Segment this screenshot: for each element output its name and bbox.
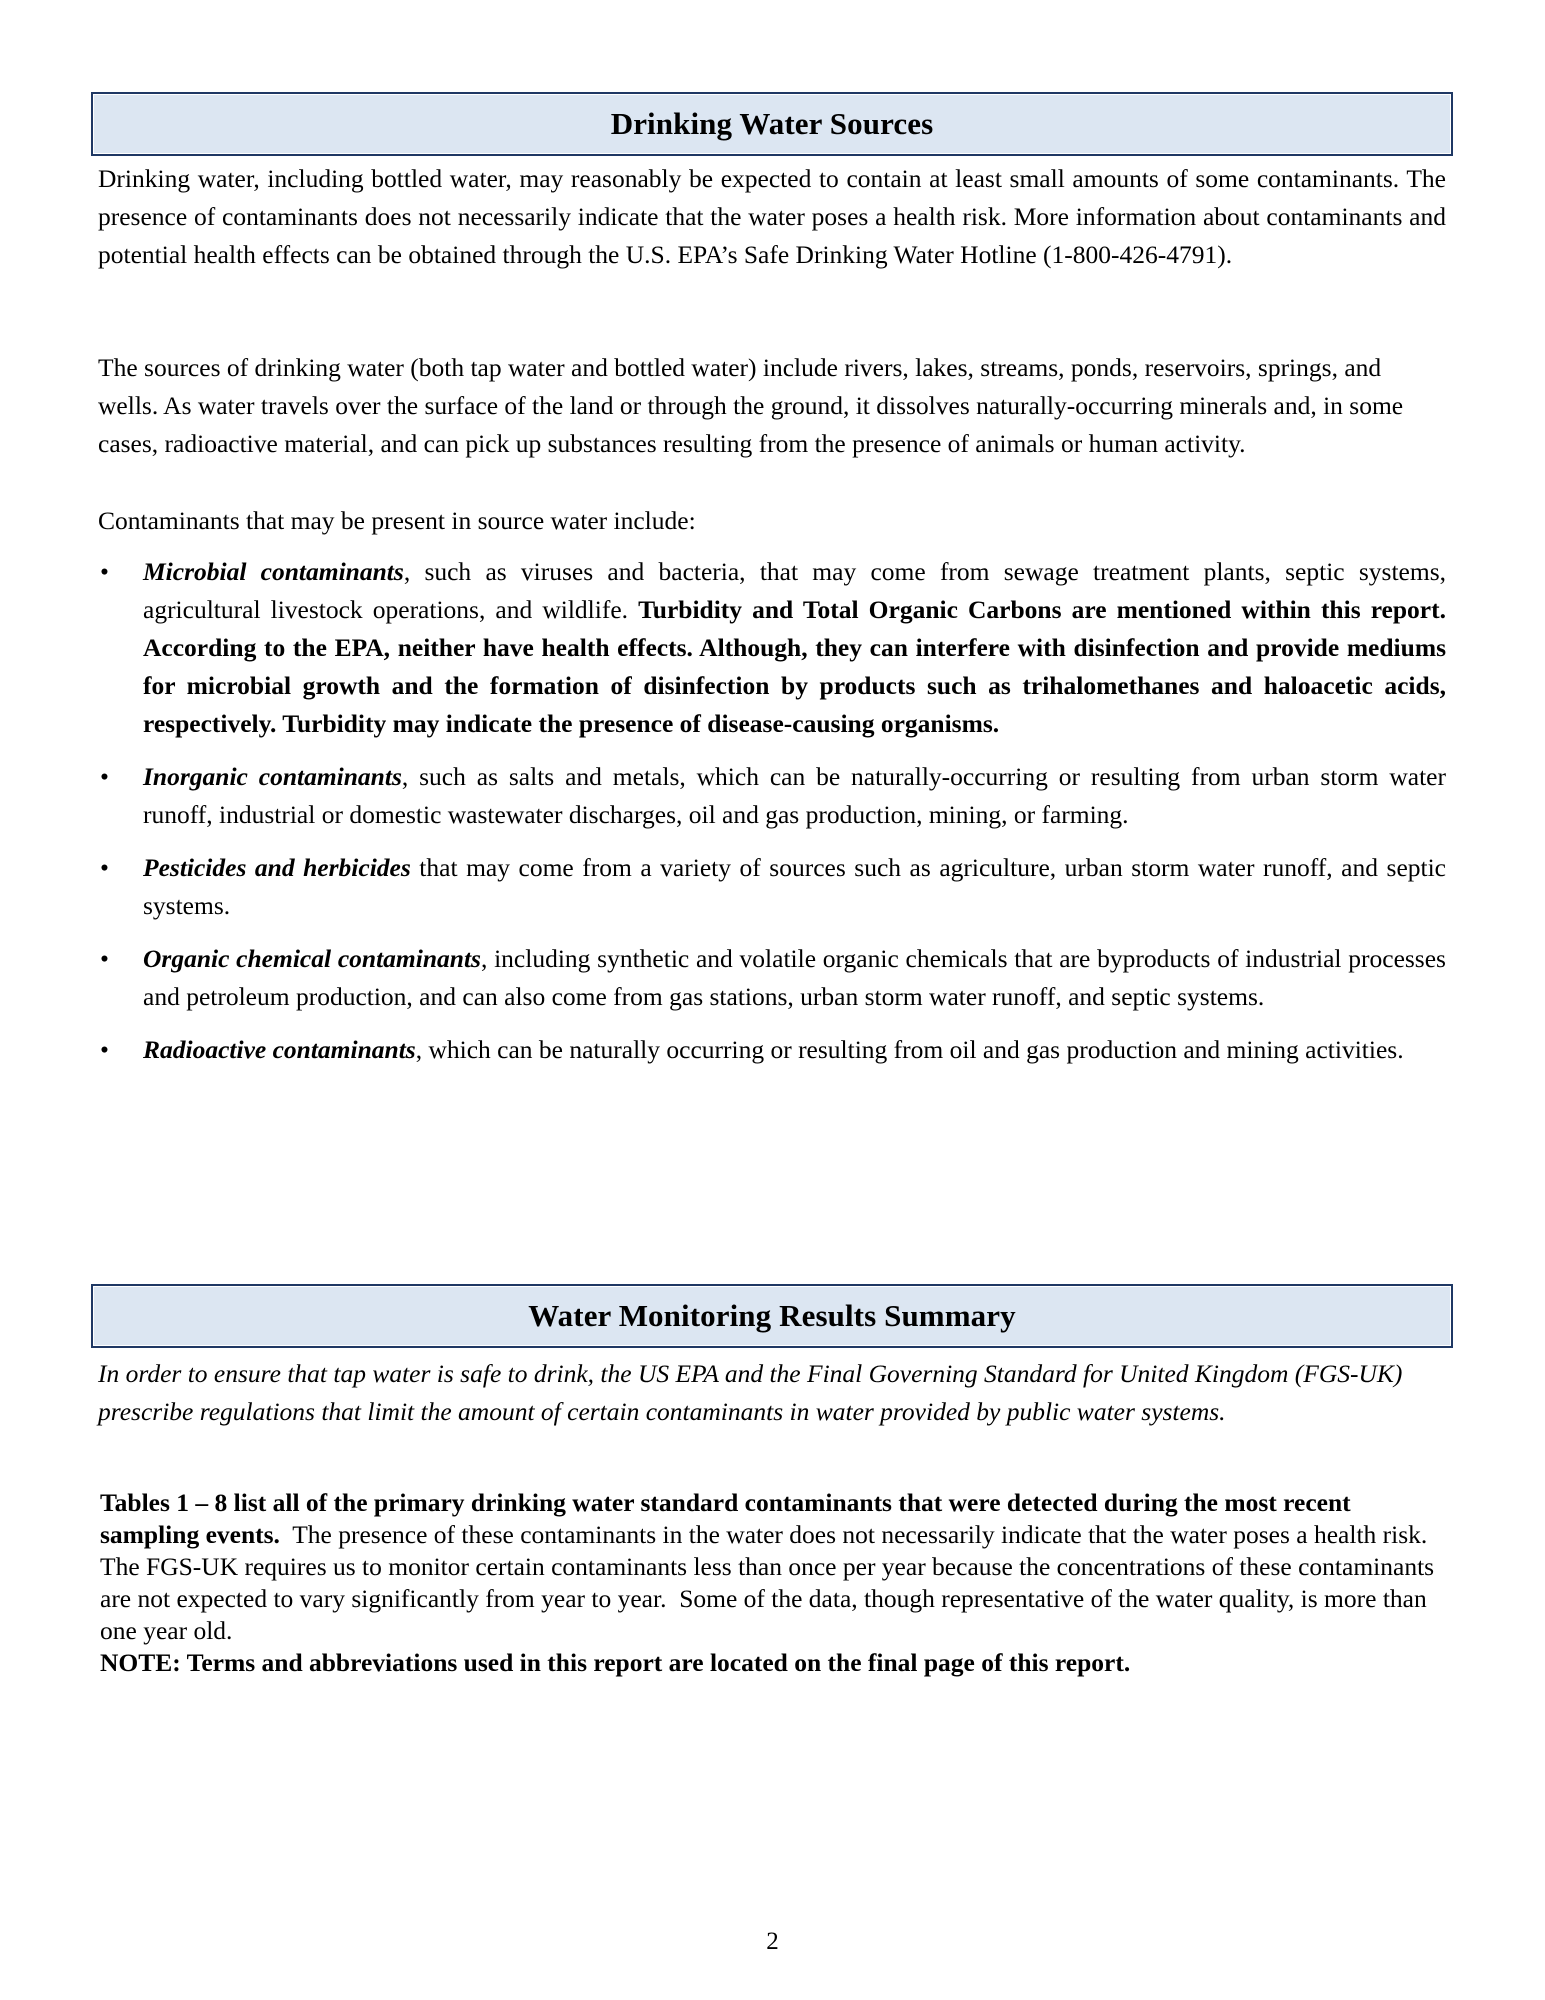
paragraph-contaminants-intro: Drinking water, including bottled water, may reasonably be expected to contain at least small amounts of some contaminants. The presence of contaminants does not necessarily indicate that the water poses a health risk. More information about contaminants and potential health effects can be obtained through the U.S. EPA’s Safe Drinking Water Hotline (1-800-426-4791). xyxy=(98,164,1446,269)
list-item-organic-chemical xyxy=(98,940,1446,1016)
list-item-inorganic xyxy=(98,758,1446,834)
section-title: Water Monitoring Results Summary xyxy=(528,1298,1016,1333)
section-title: Drinking Water Sources xyxy=(610,106,934,141)
tables-text: The presence of these contaminants in the water does not necessarily indicate that the water poses a health risk. The FGS-UK requires us to monitor certain contaminants less than once per year because the concentrations of these contaminants are not expected to vary significantly from year to year. Some of the data, though representative of the water quality, is more than one year old. xyxy=(100,1520,1441,1645)
bullet-text: , including synthetic and volatile organic chemicals that are byproducts of industrial processes and petroleum production, and can also come from gas stations, urban storm water runoff, and septic systems. xyxy=(143,944,1446,1011)
bullet-icon: • xyxy=(100,853,109,882)
paragraph-regulations-intro: In order to ensure that tap water is safe to drink, the US EPA and the Final Governing Standard for United Kingdom (FGS-UK) prescribe regulations that limit the amount of certain contaminants in water provided by public water systems. xyxy=(98,1359,1403,1426)
bullet-term: Radioactive contaminants xyxy=(143,1035,416,1064)
bullet-icon: • xyxy=(100,557,109,586)
list-item-microbial xyxy=(98,553,1446,743)
bullet-text: , which can be naturally occurring or resulting from oil and gas production and mining activities. xyxy=(415,1035,1404,1064)
bullet-term: Organic chemical contaminants xyxy=(143,944,481,973)
bullet-text: that may come from a variety of sources such as agriculture, urban storm water runoff, and septic systems. xyxy=(143,853,1446,920)
list-item-radioactive xyxy=(98,1031,1446,1069)
tables-bold-text: Tables 1 – 8 list all of the primary drinking water standard contaminants that were detected during the most recent sampling events. xyxy=(100,1488,1351,1549)
bullet-icon: • xyxy=(100,944,109,973)
bullet-text: , such as viruses and bacteria, that may come from sewage treatment plants, septic systems, agricultural livestock operations, and wildlife. xyxy=(143,557,1447,624)
list-item-pesticides xyxy=(98,849,1446,925)
paragraph-water-sources: The sources of drinking water (both tap water and bottled water) include rivers, lakes, streams, ponds, reservoirs, springs, and wells. As water travels over the surface of the land or through the ground, it dissolves naturally-occurring minerals and, in some cases, radioactive material, and can pick up substances resulting from the presence of animals or human activity. xyxy=(98,353,1404,458)
paragraph-tables-summary xyxy=(100,1487,1446,1679)
bullet-term: Inorganic contaminants xyxy=(143,762,402,791)
bullet-icon: • xyxy=(100,1035,109,1064)
bullet-term: Pesticides and herbicides xyxy=(143,853,411,882)
page-number: 2 xyxy=(766,1928,779,1955)
section-header-water-monitoring xyxy=(91,1284,1453,1348)
paragraph-list-intro: Contaminants that may be present in source water include: xyxy=(98,506,696,535)
bullet-icon: • xyxy=(100,762,109,791)
bullet-bold-text: Turbidity and Total Organic Carbons are mentioned within this report. According to the EPA, neither have health effects. Although, they can interfere with disinfection and provide mediums for microbial growth and the formation of disinfection by products such as trihalomethanes and haloacetic acids, respectively. Turbidity may indicate the presence of disease-causing organisms. xyxy=(143,595,1446,738)
bullet-text: , such as salts and metals, which can be naturally-occurring or resulting from urban storm water runoff, industrial or domestic wastewater discharges, oil and gas production, mining, or farming. xyxy=(143,762,1446,829)
contaminant-list xyxy=(98,553,1446,1084)
note-text: NOTE: Terms and abbreviations used in this report are located on the final page of this report. xyxy=(100,1648,1131,1677)
section-header-drinking-water-sources xyxy=(91,92,1453,156)
bullet-term: Microbial contaminants xyxy=(143,557,404,586)
